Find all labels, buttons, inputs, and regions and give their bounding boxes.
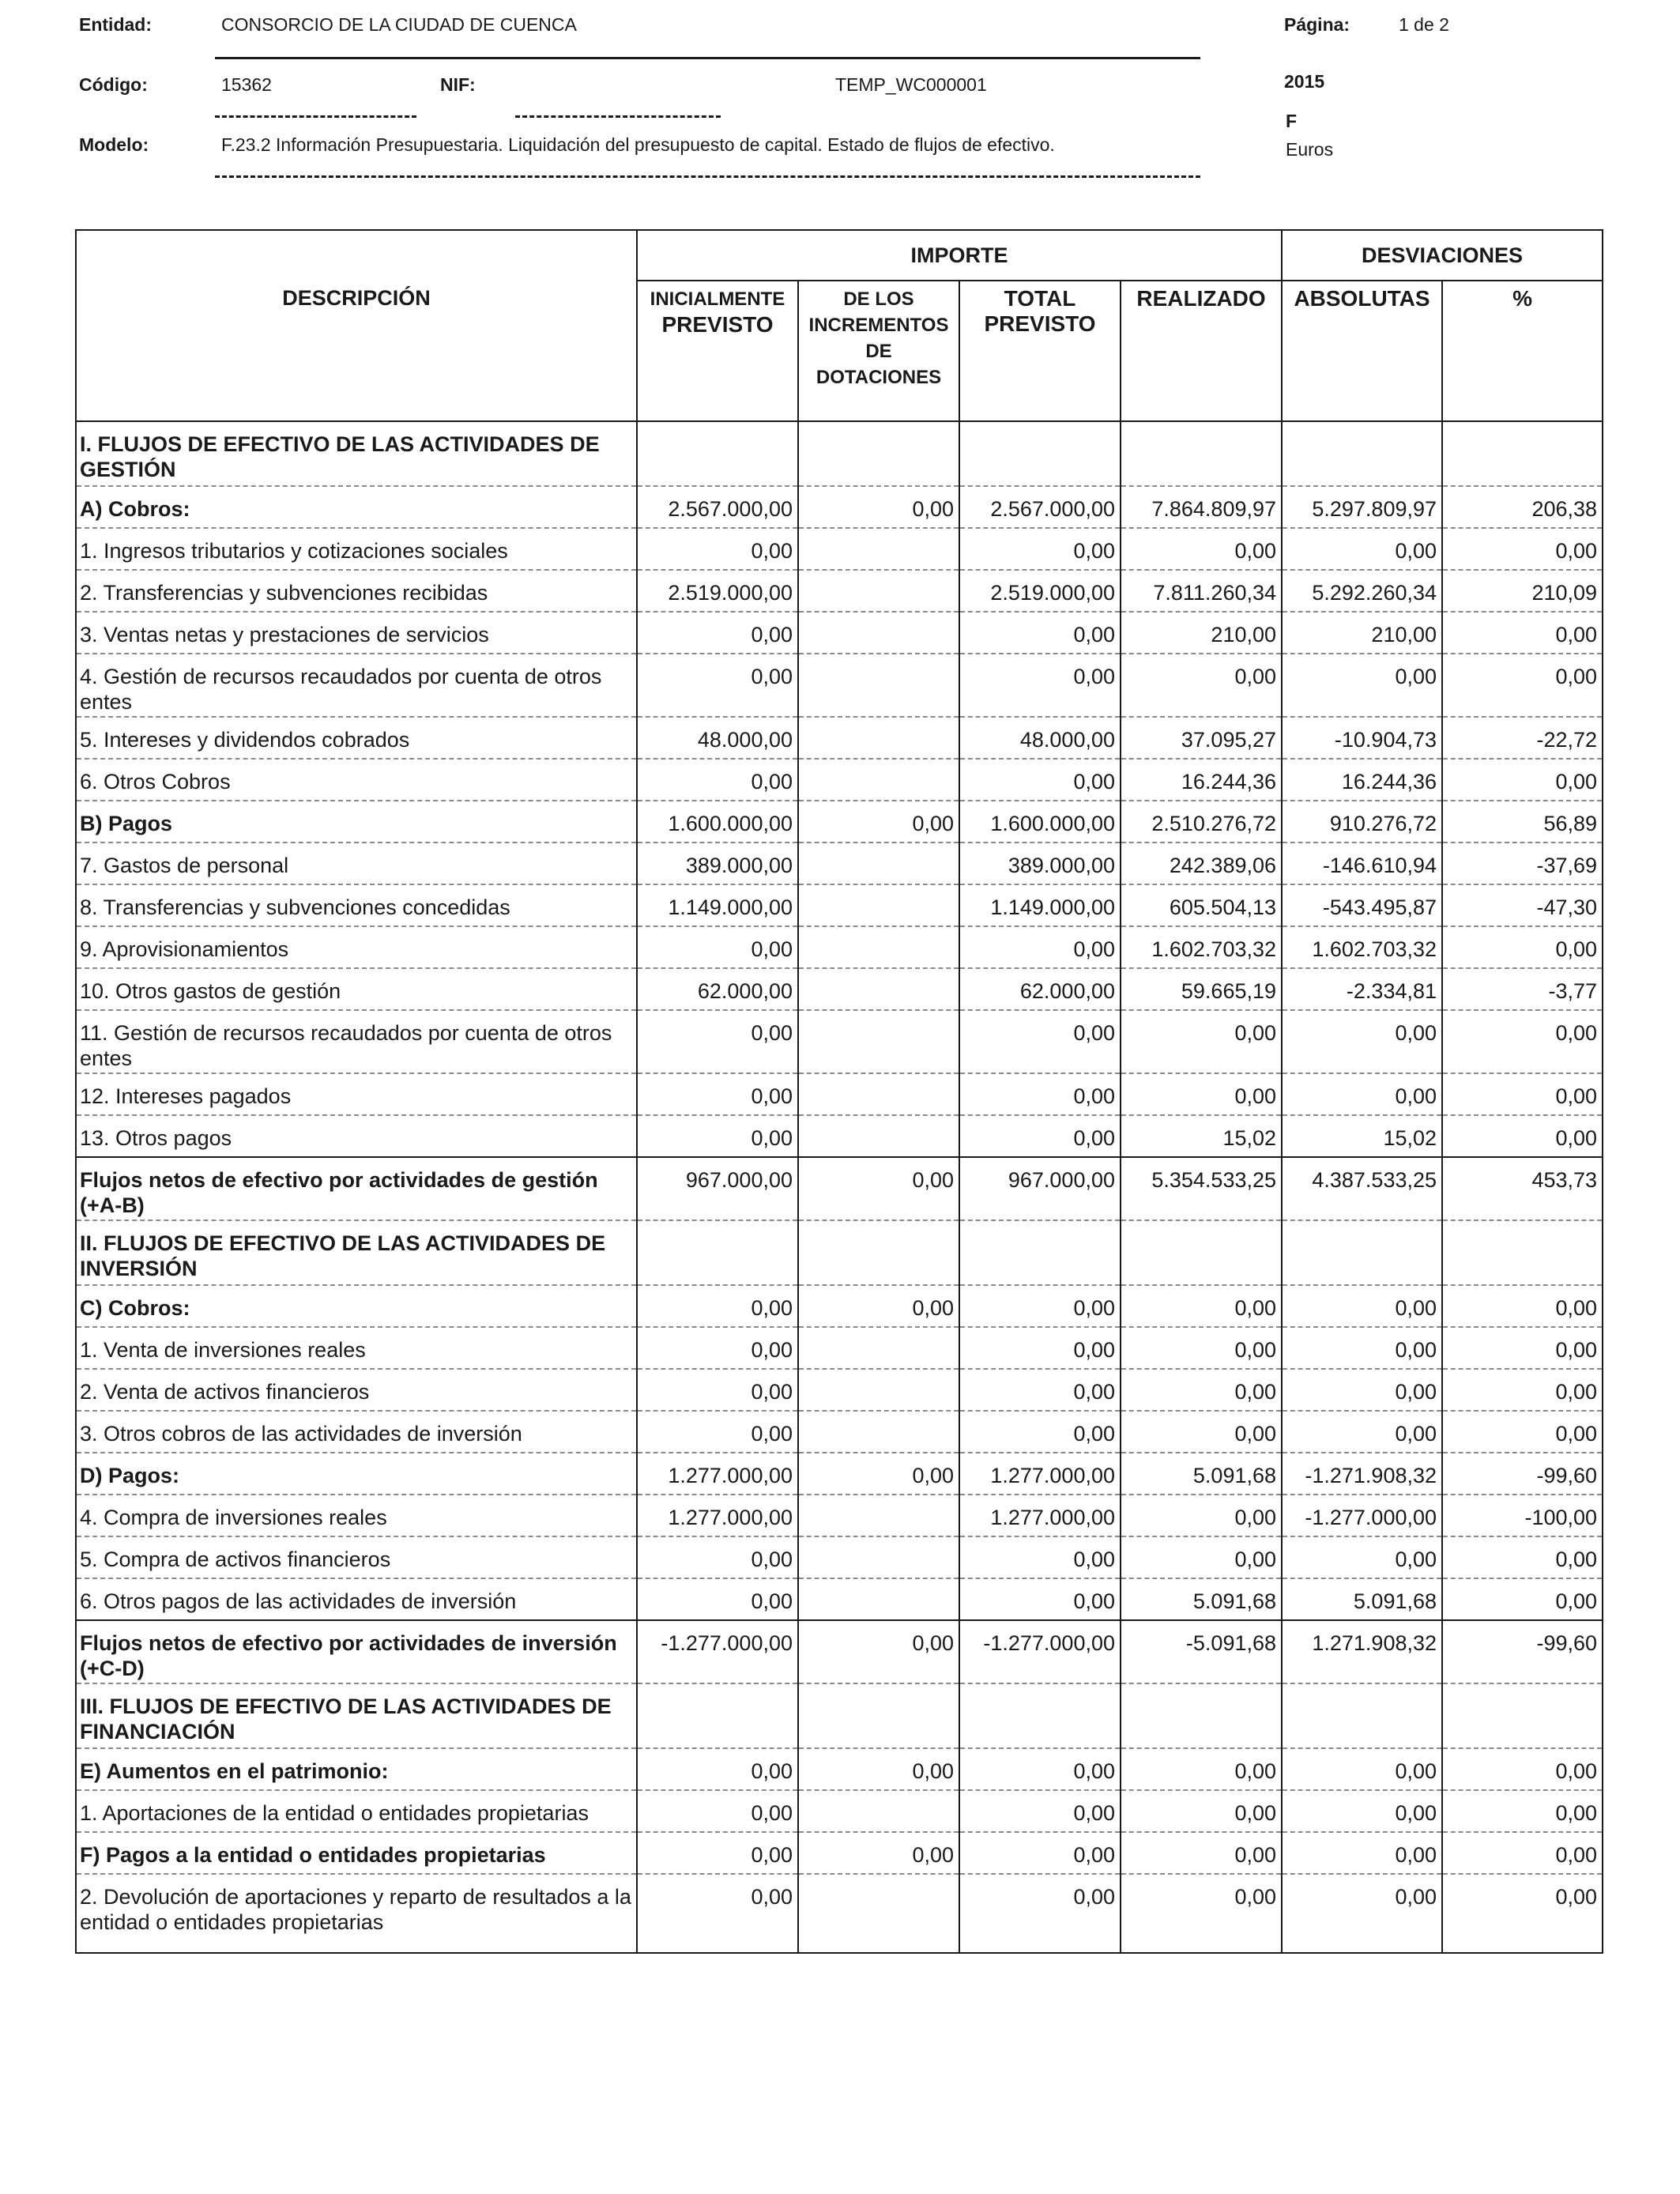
cell-realizado: 0,00 [1121, 1010, 1282, 1073]
row-description: 8. Transferencias y subvenciones concedidas [76, 884, 637, 926]
cell-inicialmente-previsto: 1.277.000,00 [637, 1495, 798, 1536]
row-description: 9. Aprovisionamientos [76, 926, 637, 968]
cell-total-previsto: 0,00 [959, 612, 1121, 654]
cell-inicialmente-previsto: 48.000,00 [637, 717, 798, 759]
cell-incrementos [798, 528, 959, 570]
cell-realizado: 5.091,68 [1121, 1453, 1282, 1495]
cell-total-previsto: 1.600.000,00 [959, 801, 1121, 843]
col-descripcion: DESCRIPCIÓN [76, 230, 637, 421]
row-description: III. FLUJOS DE EFECTIVO DE LAS ACTIVIDADES DE FINANCIACIÓN [76, 1683, 637, 1748]
row-description: 3. Otros cobros de las actividades de inversión [76, 1411, 637, 1453]
table-row [76, 1748, 1603, 1790]
cell-realizado: 59.665,19 [1121, 968, 1282, 1010]
cell-absolutas: 5.297.809,97 [1282, 486, 1442, 528]
cell-absolutas: 0,00 [1282, 1748, 1442, 1790]
row-description: II. FLUJOS DE EFECTIVO DE LAS ACTIVIDADES DE INVERSIÓN [76, 1220, 637, 1285]
table-row [76, 801, 1603, 843]
cell-total-previsto: 967.000,00 [959, 1157, 1121, 1220]
cell-inicialmente-previsto: 0,00 [637, 1790, 798, 1832]
cell-incrementos [798, 1115, 959, 1157]
row-description: 13. Otros pagos [76, 1115, 637, 1157]
cell-incrementos [798, 843, 959, 884]
cell-porcentaje: 56,89 [1442, 801, 1603, 843]
cell-porcentaje: -47,30 [1442, 884, 1603, 926]
cell-realizado: 1.602.703,32 [1121, 926, 1282, 968]
cell-total-previsto: 1.277.000,00 [959, 1495, 1121, 1536]
cell-absolutas: 0,00 [1282, 1874, 1442, 1953]
cell-total-previsto: 0,00 [959, 1578, 1121, 1620]
cell-porcentaje: -100,00 [1442, 1495, 1603, 1536]
cell-porcentaje: 0,00 [1442, 1832, 1603, 1874]
cell-realizado: 0,00 [1121, 1073, 1282, 1115]
cell-absolutas: -1.271.908,32 [1282, 1453, 1442, 1495]
cell-porcentaje: 0,00 [1442, 1115, 1603, 1157]
cell-porcentaje: 0,00 [1442, 1578, 1603, 1620]
table-row [76, 1790, 1603, 1832]
table-row [76, 1578, 1603, 1620]
cell-incrementos: 0,00 [798, 1620, 959, 1683]
cell-absolutas: 0,00 [1282, 1369, 1442, 1411]
cell-absolutas: 0,00 [1282, 654, 1442, 717]
cell-realizado: 605.504,13 [1121, 884, 1282, 926]
cell-porcentaje: 453,73 [1442, 1157, 1603, 1220]
cell-porcentaje: 0,00 [1442, 1874, 1603, 1953]
cell-incrementos [798, 968, 959, 1010]
header-row-groups [76, 230, 1603, 281]
cell-realizado: 0,00 [1121, 1874, 1282, 1953]
cell-realizado: 7.811.260,34 [1121, 570, 1282, 612]
col-realizado: REALIZADO [1121, 281, 1282, 421]
cell-inicialmente-previsto: 0,00 [637, 1578, 798, 1620]
cell-inicialmente-previsto: 967.000,00 [637, 1157, 798, 1220]
cell-absolutas: 0,00 [1282, 1536, 1442, 1578]
cell-porcentaje: 0,00 [1442, 612, 1603, 654]
table-row [76, 1495, 1603, 1536]
table-row [76, 1220, 1603, 1285]
cell-porcentaje: 0,00 [1442, 1285, 1603, 1327]
cell-absolutas: 0,00 [1282, 1073, 1442, 1115]
cell-absolutas: -10.904,73 [1282, 717, 1442, 759]
cell-incrementos: 0,00 [798, 486, 959, 528]
col-ini-line2: PREVISTO [661, 312, 774, 337]
table-row [76, 1453, 1603, 1495]
table-row [76, 1620, 1603, 1683]
cell-inicialmente-previsto: 0,00 [637, 1285, 798, 1327]
cell-realizado: 0,00 [1121, 654, 1282, 717]
cell-incrementos [798, 654, 959, 717]
row-description: 5. Intereses y dividendos cobrados [76, 717, 637, 759]
row-description: 1. Ingresos tributarios y cotizaciones sociales [76, 528, 637, 570]
table-row [76, 759, 1603, 801]
row-description: 2. Venta de activos financieros [76, 1369, 637, 1411]
col-total-line2: PREVISTO [984, 311, 1096, 336]
cell-incrementos [798, 1327, 959, 1369]
cell-inicialmente-previsto [637, 1683, 798, 1748]
cell-absolutas: 15,02 [1282, 1115, 1442, 1157]
cell-absolutas: -2.334,81 [1282, 968, 1442, 1010]
cell-realizado: 16.244,36 [1121, 759, 1282, 801]
row-description: 6. Otros pagos de las actividades de inversión [76, 1578, 637, 1620]
cell-inicialmente-previsto: 0,00 [637, 926, 798, 968]
row-description: A) Cobros: [76, 486, 637, 528]
table-row [76, 1832, 1603, 1874]
cell-porcentaje: 0,00 [1442, 1327, 1603, 1369]
codigo-label: Código: [79, 74, 148, 95]
entidad-label: Entidad: [79, 14, 152, 35]
modelo-label: Modelo: [79, 134, 149, 155]
table-row [76, 1411, 1603, 1453]
cell-incrementos: 0,00 [798, 1157, 959, 1220]
group-importe: IMPORTE [637, 230, 1282, 281]
table-row [76, 926, 1603, 968]
cell-total-previsto: 1.149.000,00 [959, 884, 1121, 926]
cell-total-previsto: 0,00 [959, 1369, 1121, 1411]
cell-porcentaje: 210,09 [1442, 570, 1603, 612]
cell-total-previsto: 389.000,00 [959, 843, 1121, 884]
modelo-value: F.23.2 Información Presupuestaria. Liquidación del presupuesto de capital. Estado de flujos de efectivo. [221, 134, 1055, 155]
cell-porcentaje: -37,69 [1442, 843, 1603, 884]
col-porcentaje: % [1442, 281, 1603, 421]
table-row [76, 843, 1603, 884]
cell-realizado: 0,00 [1121, 1285, 1282, 1327]
cell-inicialmente-previsto: 0,00 [637, 1832, 798, 1874]
cell-absolutas: 0,00 [1282, 1832, 1442, 1874]
table-row [76, 1536, 1603, 1578]
codigo-value: 15362 [221, 74, 272, 95]
table-row [76, 612, 1603, 654]
cell-total-previsto [959, 421, 1121, 486]
row-description: 11. Gestión de recursos recaudados por cuenta de otros entes [76, 1010, 637, 1073]
cell-porcentaje: 0,00 [1442, 1536, 1603, 1578]
cell-realizado: 5.091,68 [1121, 1578, 1282, 1620]
table-body [76, 421, 1603, 1953]
cell-realizado: 15,02 [1121, 1115, 1282, 1157]
cell-porcentaje: 0,00 [1442, 1010, 1603, 1073]
table-row [76, 1874, 1603, 1953]
cell-absolutas: -146.610,94 [1282, 843, 1442, 884]
cell-incrementos: 0,00 [798, 1748, 959, 1790]
table-row [76, 1369, 1603, 1411]
cell-realizado [1121, 421, 1282, 486]
cell-realizado: 0,00 [1121, 1790, 1282, 1832]
cell-porcentaje: 0,00 [1442, 1748, 1603, 1790]
cell-realizado: 0,00 [1121, 1495, 1282, 1536]
cell-incrementos [798, 1683, 959, 1748]
row-description: 4. Compra de inversiones reales [76, 1495, 637, 1536]
cell-absolutas: 0,00 [1282, 1327, 1442, 1369]
row-description: F) Pagos a la entidad o entidades propietarias [76, 1832, 637, 1874]
table-row [76, 486, 1603, 528]
cell-inicialmente-previsto: 2.567.000,00 [637, 486, 798, 528]
cell-absolutas: 0,00 [1282, 1790, 1442, 1832]
cell-realizado: 0,00 [1121, 1369, 1282, 1411]
row-description: 12. Intereses pagados [76, 1073, 637, 1115]
cell-realizado [1121, 1220, 1282, 1285]
cell-inicialmente-previsto: 389.000,00 [637, 843, 798, 884]
cell-absolutas: 5.292.260,34 [1282, 570, 1442, 612]
cell-absolutas [1282, 1683, 1442, 1748]
cell-total-previsto: 0,00 [959, 1073, 1121, 1115]
cell-incrementos [798, 1220, 959, 1285]
row-description: 1. Venta de inversiones reales [76, 1327, 637, 1369]
cell-porcentaje: -3,77 [1442, 968, 1603, 1010]
cell-total-previsto: 2.567.000,00 [959, 486, 1121, 528]
modelo-underline [215, 175, 1200, 178]
cell-total-previsto: 0,00 [959, 654, 1121, 717]
cell-total-previsto: 1.277.000,00 [959, 1453, 1121, 1495]
form-letter: F [1286, 111, 1298, 131]
cell-inicialmente-previsto: 0,00 [637, 1010, 798, 1073]
cell-total-previsto: 0,00 [959, 1874, 1121, 1953]
cell-porcentaje [1442, 1683, 1603, 1748]
cell-incrementos [798, 926, 959, 968]
table-row [76, 1327, 1603, 1369]
cell-total-previsto: 0,00 [959, 1115, 1121, 1157]
cell-incrementos [798, 612, 959, 654]
entidad-value: CONSORCIO DE LA CIUDAD DE CUENCA [221, 14, 577, 35]
cell-inicialmente-previsto: 2.519.000,00 [637, 570, 798, 612]
row-description: 2. Devolución de aportaciones y reparto de resultados a la entidad o entidades propietarias [76, 1874, 637, 1953]
cell-total-previsto: 0,00 [959, 1285, 1121, 1327]
row-description: I. FLUJOS DE EFECTIVO DE LAS ACTIVIDADES DE GESTIÓN [76, 421, 637, 486]
col-inicialmente-previsto [637, 281, 798, 421]
cell-inicialmente-previsto: 0,00 [637, 1327, 798, 1369]
cell-absolutas: 0,00 [1282, 528, 1442, 570]
pagina-value: 1 de 2 [1399, 14, 1449, 35]
entidad-underline [215, 57, 1200, 59]
cell-inicialmente-previsto: 0,00 [637, 1411, 798, 1453]
row-description: 7. Gastos de personal [76, 843, 637, 884]
row-description: 2. Transferencias y subvenciones recibidas [76, 570, 637, 612]
cell-porcentaje: 0,00 [1442, 1369, 1603, 1411]
cell-realizado: 2.510.276,72 [1121, 801, 1282, 843]
cell-porcentaje: -99,60 [1442, 1620, 1603, 1683]
cell-porcentaje: 0,00 [1442, 926, 1603, 968]
cell-inicialmente-previsto: 0,00 [637, 1369, 798, 1411]
cell-inicialmente-previsto: 0,00 [637, 612, 798, 654]
cell-incrementos [798, 570, 959, 612]
cell-incrementos [798, 1536, 959, 1578]
cell-absolutas: 0,00 [1282, 1010, 1442, 1073]
cell-realizado: 0,00 [1121, 528, 1282, 570]
table-row [76, 884, 1603, 926]
cell-incrementos: 0,00 [798, 1285, 959, 1327]
cell-absolutas: 1.271.908,32 [1282, 1620, 1442, 1683]
cell-porcentaje: 0,00 [1442, 654, 1603, 717]
year-label: 2015 [1284, 71, 1325, 92]
currency-label: Euros [1286, 139, 1334, 160]
cell-incrementos [798, 1874, 959, 1953]
table-row [76, 1010, 1603, 1073]
cell-total-previsto: 0,00 [959, 528, 1121, 570]
table-row [76, 1115, 1603, 1157]
cell-total-previsto: 0,00 [959, 926, 1121, 968]
cell-absolutas: 910.276,72 [1282, 801, 1442, 843]
cell-inicialmente-previsto: 0,00 [637, 1874, 798, 1953]
table-row [76, 654, 1603, 717]
cell-total-previsto: 48.000,00 [959, 717, 1121, 759]
cell-porcentaje: 0,00 [1442, 1790, 1603, 1832]
cell-total-previsto: 0,00 [959, 1536, 1121, 1578]
cell-absolutas: 1.602.703,32 [1282, 926, 1442, 968]
cell-inicialmente-previsto: 0,00 [637, 654, 798, 717]
cell-total-previsto: 0,00 [959, 1010, 1121, 1073]
cell-inicialmente-previsto: 1.277.000,00 [637, 1453, 798, 1495]
row-description: 10. Otros gastos de gestión [76, 968, 637, 1010]
cell-inicialmente-previsto [637, 1220, 798, 1285]
table-row [76, 968, 1603, 1010]
col-inc-line2: INCREMENTOS [808, 315, 949, 336]
row-description: E) Aumentos en el patrimonio: [76, 1748, 637, 1790]
cell-inicialmente-previsto: 0,00 [637, 1115, 798, 1157]
cell-realizado [1121, 1683, 1282, 1748]
cell-incrementos [798, 1495, 959, 1536]
cell-realizado: 5.354.533,25 [1121, 1157, 1282, 1220]
cell-porcentaje [1442, 1220, 1603, 1285]
cell-incrementos [798, 717, 959, 759]
cell-incrementos [798, 759, 959, 801]
cell-total-previsto: 2.519.000,00 [959, 570, 1121, 612]
cell-porcentaje: 206,38 [1442, 486, 1603, 528]
cell-absolutas: 16.244,36 [1282, 759, 1442, 801]
cell-absolutas: 210,00 [1282, 612, 1442, 654]
cell-incrementos [798, 884, 959, 926]
cell-inicialmente-previsto: 0,00 [637, 1536, 798, 1578]
nif-underline [515, 115, 721, 118]
cell-inicialmente-previsto: 0,00 [637, 528, 798, 570]
cell-total-previsto [959, 1683, 1121, 1748]
cell-incrementos [798, 1578, 959, 1620]
cell-inicialmente-previsto: 0,00 [637, 1748, 798, 1790]
row-description: Flujos netos de efectivo por actividades de gestión (+A-B) [76, 1157, 637, 1220]
cell-total-previsto: 62.000,00 [959, 968, 1121, 1010]
row-description: 3. Ventas netas y prestaciones de servicios [76, 612, 637, 654]
cell-incrementos: 0,00 [798, 1832, 959, 1874]
cell-incrementos [798, 421, 959, 486]
col-total-previsto [959, 281, 1121, 421]
cell-absolutas: -543.495,87 [1282, 884, 1442, 926]
cell-porcentaje: -22,72 [1442, 717, 1603, 759]
row-description: 1. Aportaciones de la entidad o entidades propietarias [76, 1790, 637, 1832]
cell-total-previsto: 0,00 [959, 759, 1121, 801]
cell-inicialmente-previsto: 1.149.000,00 [637, 884, 798, 926]
row-description: Flujos netos de efectivo por actividades de inversión (+C-D) [76, 1620, 637, 1683]
table-row [76, 421, 1603, 486]
cell-absolutas: 0,00 [1282, 1285, 1442, 1327]
cell-total-previsto: 0,00 [959, 1411, 1121, 1453]
cell-absolutas: -1.277.000,00 [1282, 1495, 1442, 1536]
row-description: 6. Otros Cobros [76, 759, 637, 801]
group-desviaciones: DESVIACIONES [1282, 230, 1603, 281]
col-ini-line1: INICIALMENTE [650, 288, 785, 310]
cell-porcentaje: 0,00 [1442, 1411, 1603, 1453]
cell-incrementos [798, 1411, 959, 1453]
cell-realizado: 0,00 [1121, 1748, 1282, 1790]
cell-realizado: 0,00 [1121, 1327, 1282, 1369]
cell-total-previsto: 0,00 [959, 1327, 1121, 1369]
cell-incrementos [798, 1790, 959, 1832]
table-row [76, 1683, 1603, 1748]
cell-incrementos [798, 1010, 959, 1073]
cell-porcentaje [1442, 421, 1603, 486]
table-row [76, 570, 1603, 612]
cell-porcentaje: 0,00 [1442, 528, 1603, 570]
col-absolutas: ABSOLUTAS [1282, 281, 1442, 421]
col-incrementos [798, 281, 959, 421]
table-row [76, 1285, 1603, 1327]
row-description: 4. Gestión de recursos recaudados por cuenta de otros entes [76, 654, 637, 717]
cell-realizado: -5.091,68 [1121, 1620, 1282, 1683]
cell-realizado: 210,00 [1121, 612, 1282, 654]
cell-realizado: 37.095,27 [1121, 717, 1282, 759]
cell-realizado: 7.864.809,97 [1121, 486, 1282, 528]
cell-inicialmente-previsto: 0,00 [637, 759, 798, 801]
temp-code: TEMP_WC000001 [835, 74, 987, 95]
col-inc-line4: DOTACIONES [816, 367, 942, 388]
cell-porcentaje: -99,60 [1442, 1453, 1603, 1495]
cell-inicialmente-previsto: 0,00 [637, 1073, 798, 1115]
cell-absolutas: 5.091,68 [1282, 1578, 1442, 1620]
cell-realizado: 242.389,06 [1121, 843, 1282, 884]
cell-porcentaje: 0,00 [1442, 759, 1603, 801]
cell-incrementos [798, 1369, 959, 1411]
cell-total-previsto: 0,00 [959, 1790, 1121, 1832]
col-total-line1: TOTAL [1004, 286, 1076, 311]
cell-inicialmente-previsto: 1.600.000,00 [637, 801, 798, 843]
codigo-underline [215, 115, 416, 118]
cell-realizado: 0,00 [1121, 1536, 1282, 1578]
table-row [76, 1157, 1603, 1220]
table-row [76, 717, 1603, 759]
cell-absolutas [1282, 421, 1442, 486]
cell-total-previsto [959, 1220, 1121, 1285]
pagina-label: Página: [1284, 14, 1350, 35]
cell-incrementos [798, 1073, 959, 1115]
table-row [76, 528, 1603, 570]
row-description: B) Pagos [76, 801, 637, 843]
cell-absolutas: 0,00 [1282, 1411, 1442, 1453]
row-description: D) Pagos: [76, 1453, 637, 1495]
cell-porcentaje: 0,00 [1442, 1073, 1603, 1115]
col-inc-line3: DE [865, 341, 892, 362]
cell-incrementos: 0,00 [798, 801, 959, 843]
cell-inicialmente-previsto: 62.000,00 [637, 968, 798, 1010]
cell-inicialmente-previsto: -1.277.000,00 [637, 1620, 798, 1683]
nif-label: NIF: [440, 74, 476, 95]
table-row [76, 1073, 1603, 1115]
cell-realizado: 0,00 [1121, 1411, 1282, 1453]
cell-total-previsto: 0,00 [959, 1832, 1121, 1874]
cell-incrementos: 0,00 [798, 1453, 959, 1495]
cell-total-previsto: 0,00 [959, 1748, 1121, 1790]
cell-absolutas [1282, 1220, 1442, 1285]
cash-flow-table [75, 229, 1603, 1954]
cell-inicialmente-previsto [637, 421, 798, 486]
row-description: 5. Compra de activos financieros [76, 1536, 637, 1578]
row-description: C) Cobros: [76, 1285, 637, 1327]
cell-realizado: 0,00 [1121, 1832, 1282, 1874]
cell-absolutas: 4.387.533,25 [1282, 1157, 1442, 1220]
cell-total-previsto: -1.277.000,00 [959, 1620, 1121, 1683]
col-inc-line1: DE LOS [843, 288, 914, 310]
